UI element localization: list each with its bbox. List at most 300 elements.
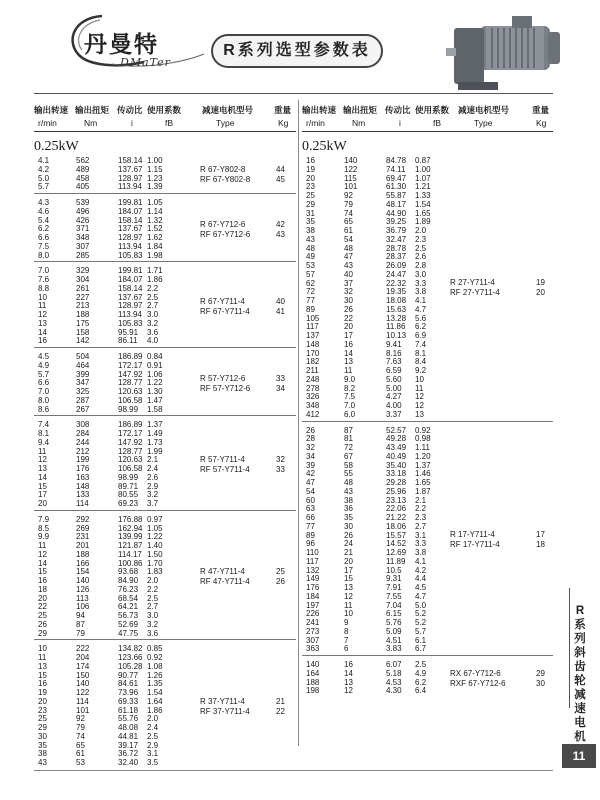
output-speed-cell: 7.4: [38, 420, 50, 430]
service-factor-cell: 5.2: [415, 609, 427, 619]
output-speed-cell: 29: [38, 628, 47, 638]
ratio-cell: 32.40: [118, 758, 139, 767]
ratio-cell: 105.28: [118, 661, 143, 671]
ratio-cell: 199.81: [118, 198, 143, 207]
service-factor-cell: 1.05: [147, 523, 163, 533]
service-factor-cell: 8.1: [415, 348, 427, 358]
motor-type-cell: RF 57-Y711-4: [200, 465, 250, 474]
output-speed-cell: 8.5: [38, 523, 50, 533]
service-factor-cell: 1.49: [147, 429, 163, 438]
header-torque: 输出扭矩: [343, 105, 378, 115]
group-separator: [302, 655, 553, 656]
output-speed-cell: 117: [306, 322, 319, 332]
service-factor-cell: 1.14: [147, 206, 163, 216]
output-speed-cell: 5.7: [38, 182, 50, 192]
header-factor-unit: fB: [433, 118, 442, 128]
service-factor-cell: 1.65: [415, 208, 431, 218]
service-factor-cell: 2.3: [415, 234, 427, 244]
output-speed-cell: 176: [306, 583, 320, 592]
output-torque-cell: 329: [76, 266, 90, 276]
output-speed-cell: 26: [306, 425, 315, 435]
output-torque-cell: 347: [76, 378, 90, 388]
output-torque-cell: 9.0: [344, 374, 356, 384]
output-speed-cell: 197: [306, 600, 320, 610]
ratio-cell: 22.06: [386, 504, 407, 514]
group-separator: [34, 639, 296, 640]
output-torque-cell: 405: [76, 182, 90, 192]
output-torque-cell: 61: [76, 749, 85, 759]
service-factor-cell: 1.32: [147, 215, 163, 225]
output-torque-cell: 6.0: [344, 409, 356, 419]
output-torque-cell: 231: [76, 532, 90, 542]
output-speed-cell: 20: [38, 499, 47, 508]
ratio-cell: 52.57: [386, 425, 407, 435]
service-factor-cell: 3.7: [147, 499, 159, 508]
output-torque-cell: 133: [76, 490, 90, 500]
output-speed-cell: 164: [306, 668, 320, 678]
ratio-cell: 100.86: [118, 558, 143, 568]
output-torque-cell: 464: [76, 360, 90, 370]
output-torque-cell: 562: [76, 156, 90, 165]
service-factor-cell: 1.58: [147, 404, 163, 414]
group-separator: [34, 415, 296, 416]
weight-cell: 41: [276, 306, 285, 316]
output-speed-cell: 19: [306, 164, 315, 174]
service-factor-cell: 1.83: [147, 567, 163, 577]
service-factor-cell: 1.30: [147, 387, 163, 396]
output-torque-cell: 16: [344, 660, 353, 669]
service-factor-cell: 1.39: [147, 182, 163, 192]
service-factor-cell: 2.5: [415, 243, 427, 253]
ratio-cell: 6.07: [386, 660, 402, 669]
service-factor-cell: 4.7: [415, 304, 427, 314]
service-factor-cell: 1.26: [147, 670, 163, 680]
ratio-cell: 33.18: [386, 469, 407, 479]
header-speed-unit: r/min: [38, 118, 57, 128]
weight-cell: 17: [536, 530, 545, 540]
output-torque-cell: 201: [76, 541, 90, 550]
output-speed-cell: 6.6: [38, 233, 50, 242]
service-factor-cell: 6.4: [415, 686, 427, 696]
output-speed-cell: 117: [306, 556, 319, 566]
header-ratio-unit: i: [131, 118, 133, 128]
ratio-cell: 74.11: [386, 164, 406, 174]
ratio-cell: 84.90: [118, 576, 139, 585]
service-factor-cell: 2.2: [147, 283, 159, 293]
output-speed-cell: 226: [306, 609, 320, 619]
output-torque-cell: 17: [344, 565, 353, 575]
output-speed-cell: 7.0: [38, 387, 50, 396]
service-factor-cell: 1.62: [147, 233, 163, 242]
weight-cell: 21: [276, 696, 285, 706]
service-factor-cell: 1.73: [147, 437, 163, 447]
service-factor-cell: 3.3: [415, 278, 427, 288]
output-torque-cell: 79: [344, 199, 353, 209]
service-factor-cell: 1.54: [415, 199, 431, 209]
service-factor-cell: 12: [415, 401, 424, 410]
weight-cell: 33: [276, 373, 285, 383]
ratio-cell: 64.21: [118, 602, 139, 612]
service-factor-cell: 0.92: [415, 425, 431, 435]
output-torque-cell: 426: [76, 215, 90, 225]
output-speed-cell: 17: [38, 490, 47, 500]
output-torque-cell: 489: [76, 164, 90, 174]
output-speed-cell: 32: [306, 443, 315, 452]
ratio-cell: 98.99: [118, 404, 139, 414]
output-torque-cell: 163: [76, 472, 90, 482]
service-factor-cell: 2.8: [415, 261, 427, 270]
output-speed-cell: 8.0: [38, 395, 50, 405]
ratio-cell: 15.57: [386, 530, 407, 540]
output-speed-cell: 8.8: [38, 283, 50, 293]
motor-type-cell: RX 67-Y712-6: [450, 668, 501, 678]
header-weight: 重量: [274, 105, 292, 115]
output-speed-cell: 412: [306, 409, 320, 419]
header-underline: [34, 131, 296, 132]
output-speed-cell: 6.6: [38, 378, 50, 388]
output-torque-cell: 58: [344, 460, 353, 470]
service-factor-cell: 1.84: [147, 241, 163, 251]
output-speed-cell: 11: [38, 301, 47, 311]
output-speed-cell: 12: [38, 310, 47, 319]
weight-cell: 33: [276, 465, 285, 474]
ratio-cell: 186.89: [118, 352, 143, 361]
motor-type-cell: R 67-Y711-4: [200, 296, 245, 306]
output-torque-cell: 36: [344, 504, 353, 514]
output-speed-cell: 13: [38, 661, 47, 671]
power-rating: 0.25kW: [34, 139, 79, 154]
ratio-cell: 90.77: [118, 670, 139, 680]
output-speed-cell: 18: [38, 584, 47, 594]
ratio-cell: 158.14: [118, 156, 143, 165]
service-factor-cell: 1.46: [415, 469, 431, 479]
output-speed-cell: 43: [306, 234, 315, 244]
group-separator: [34, 510, 296, 511]
ratio-cell: 35.40: [386, 460, 407, 470]
output-speed-cell: 62: [306, 278, 315, 288]
ratio-cell: 5.00: [386, 383, 402, 393]
output-torque-cell: 212: [76, 446, 90, 456]
output-torque-cell: 20: [344, 322, 353, 332]
service-factor-cell: 4.1: [415, 556, 427, 566]
output-speed-cell: 241: [306, 618, 320, 627]
header-speed: 输出转速: [34, 105, 69, 115]
ratio-cell: 5.76: [386, 618, 402, 627]
output-speed-cell: 23: [306, 182, 315, 192]
service-factor-cell: 6.2: [415, 677, 427, 687]
output-torque-cell: 174: [76, 661, 90, 671]
service-factor-cell: 5.0: [415, 600, 427, 610]
service-factor-cell: 2.9: [147, 481, 159, 491]
weight-cell: 25: [276, 567, 285, 576]
output-torque-cell: 48: [344, 478, 353, 487]
output-speed-cell: 77: [306, 296, 315, 305]
service-factor-cell: 2.3: [415, 513, 427, 522]
output-torque-cell: 87: [76, 619, 85, 629]
service-factor-cell: 1.89: [415, 217, 431, 227]
header-weight: 重量: [532, 105, 550, 115]
output-speed-cell: 4.5: [38, 352, 50, 361]
output-torque-cell: 30: [344, 296, 353, 305]
ratio-cell: 14.52: [386, 539, 407, 549]
ratio-cell: 80.55: [118, 490, 139, 500]
service-factor-cell: 1.37: [147, 420, 163, 430]
brand-name-en: DMaTer: [120, 56, 171, 69]
brand-name-cn: 丹曼特: [84, 32, 159, 58]
output-speed-cell: 54: [306, 486, 315, 496]
output-torque-cell: 399: [76, 369, 90, 379]
output-torque-cell: 24: [344, 539, 353, 549]
output-torque-cell: 213: [76, 301, 90, 311]
ratio-cell: 23.13: [386, 495, 407, 505]
output-torque-cell: 92: [76, 714, 85, 724]
ratio-cell: 55.76: [118, 714, 139, 724]
header-ratio: 传动比: [385, 105, 411, 115]
ratio-cell: 113.94: [118, 182, 142, 192]
ratio-cell: 89.71: [118, 481, 139, 491]
header-rule: [34, 93, 553, 94]
output-torque-cell: 74: [76, 731, 85, 741]
ratio-cell: 69.47: [386, 173, 407, 183]
side-rule: [569, 588, 570, 708]
ratio-cell: 15.63: [386, 304, 407, 314]
ratio-cell: 184.07: [118, 206, 143, 216]
service-factor-cell: 1.11: [415, 443, 430, 452]
motor-type-cell: R 37-Y711-4: [200, 696, 245, 706]
service-factor-cell: 5.6: [415, 313, 427, 323]
page-title: R系列选型参数表: [211, 34, 383, 68]
weight-cell: 40: [276, 296, 285, 306]
output-speed-cell: 5.0: [38, 173, 50, 183]
ratio-cell: 106.58: [118, 395, 143, 405]
output-speed-cell: 363: [306, 644, 320, 654]
service-factor-cell: 1.86: [147, 275, 163, 284]
service-factor-cell: 2.7: [415, 521, 427, 531]
output-torque-cell: 140: [76, 679, 90, 689]
output-speed-cell: 148: [306, 339, 320, 349]
ratio-cell: 3.37: [386, 409, 402, 419]
header-ratio-unit: i: [399, 118, 401, 128]
output-speed-cell: 47: [306, 478, 315, 487]
service-factor-cell: 6.1: [415, 635, 427, 645]
gear-motor-icon: [446, 8, 566, 96]
ratio-cell: 158.14: [118, 215, 143, 225]
weight-cell: 34: [276, 383, 285, 393]
service-factor-cell: 1.37: [415, 460, 431, 470]
output-speed-cell: 96: [306, 539, 315, 549]
output-torque-cell: 142: [76, 336, 90, 346]
output-torque-cell: 40: [344, 269, 353, 279]
ratio-cell: 128.97: [118, 233, 143, 242]
output-torque-cell: 14: [344, 668, 353, 678]
output-torque-cell: 114: [76, 499, 89, 508]
service-factor-cell: 1.22: [147, 532, 163, 542]
output-torque-cell: 13: [344, 677, 353, 687]
output-torque-cell: 188: [76, 310, 90, 319]
output-torque-cell: 176: [76, 464, 90, 473]
motor-type-cell: RF 67-Y712-6: [200, 229, 251, 239]
output-torque-cell: 16: [344, 339, 353, 349]
header-underline: [302, 131, 553, 132]
motor-type-cell: RF 67-Y711-4: [200, 306, 250, 316]
output-torque-cell: 348: [76, 233, 90, 242]
output-torque-cell: 166: [76, 558, 90, 568]
output-torque-cell: 72: [344, 443, 353, 452]
service-factor-cell: 2.6: [147, 472, 159, 482]
output-speed-cell: 13: [38, 318, 47, 328]
service-factor-cell: 7.4: [415, 339, 427, 349]
ratio-cell: 120.63: [118, 387, 143, 396]
service-factor-cell: 1.00: [415, 164, 431, 174]
service-factor-cell: 3.0: [147, 611, 159, 620]
ratio-cell: 128.97: [118, 301, 143, 311]
ratio-cell: 29.28: [386, 478, 407, 487]
service-factor-cell: 2.1: [415, 495, 427, 505]
motor-type-cell: RF 37-Y711-4: [200, 706, 250, 716]
output-speed-cell: 132: [306, 565, 320, 575]
output-speed-cell: 28: [306, 434, 315, 444]
output-torque-cell: 55: [344, 469, 353, 479]
output-torque-cell: 7.0: [344, 401, 356, 410]
output-torque-cell: 37: [344, 278, 353, 288]
ratio-cell: 5.18: [386, 668, 402, 678]
weight-cell: 26: [276, 577, 285, 586]
output-torque-cell: 304: [76, 275, 90, 284]
output-speed-cell: 11: [38, 446, 47, 456]
weight-cell: 29: [536, 668, 545, 678]
service-factor-cell: 2.7: [147, 602, 159, 612]
output-speed-cell: 13: [38, 464, 47, 473]
ratio-cell: 48.08: [118, 723, 139, 732]
output-torque-cell: 154: [76, 567, 90, 577]
ratio-cell: 24.47: [386, 269, 407, 279]
motor-type-cell: RF 27-Y711-4: [450, 288, 500, 298]
output-speed-cell: 53: [306, 261, 315, 270]
output-speed-cell: 19: [38, 688, 47, 697]
output-speed-cell: 35: [306, 217, 315, 227]
output-torque-cell: 61: [344, 226, 353, 235]
ratio-cell: 134.82: [118, 644, 143, 654]
output-torque-cell: 15: [344, 574, 353, 584]
output-torque-cell: 67: [344, 451, 353, 461]
output-speed-cell: 20: [38, 593, 47, 603]
service-factor-cell: 0.85: [147, 644, 163, 654]
page-number: 11: [562, 744, 596, 768]
output-torque-cell: 325: [76, 387, 90, 396]
ratio-cell: 7.55: [386, 591, 402, 601]
output-speed-cell: 63: [306, 504, 315, 514]
ratio-cell: 113.94: [118, 310, 142, 319]
output-speed-cell: 30: [38, 731, 47, 741]
service-factor-cell: 1.22: [147, 378, 163, 388]
ratio-cell: 26.09: [386, 261, 407, 270]
service-factor-cell: 1.33: [415, 191, 431, 200]
ratio-cell: 95.91: [118, 327, 139, 337]
weight-cell: 42: [276, 219, 285, 229]
ratio-cell: 9.31: [386, 574, 402, 584]
output-speed-cell: 273: [306, 626, 320, 636]
ratio-cell: 162.94: [118, 523, 143, 533]
output-torque-cell: 7.5: [344, 392, 356, 402]
output-torque-cell: 7: [344, 635, 349, 645]
output-speed-cell: 16: [38, 679, 47, 689]
output-torque-cell: 20: [344, 556, 353, 566]
ratio-cell: 186.89: [118, 420, 143, 430]
ratio-cell: 48.17: [386, 199, 407, 209]
output-torque-cell: 496: [76, 206, 90, 216]
output-torque-cell: 65: [76, 740, 85, 750]
ratio-cell: 19.35: [386, 287, 407, 297]
service-factor-cell: 1.65: [415, 478, 431, 487]
output-speed-cell: 7.0: [38, 266, 50, 276]
output-speed-cell: 4.6: [38, 206, 50, 216]
service-factor-cell: 3.5: [147, 758, 159, 767]
output-speed-cell: 34: [306, 451, 315, 461]
service-factor-cell: 0.98: [415, 434, 431, 444]
output-torque-cell: 10: [344, 609, 353, 619]
footer-rule: [34, 770, 553, 771]
ratio-cell: 52.69: [118, 619, 139, 629]
service-factor-cell: 1.98: [147, 250, 163, 260]
output-torque-cell: 79: [76, 628, 85, 638]
output-speed-cell: 29: [38, 723, 47, 732]
service-factor-cell: 6.2: [415, 322, 427, 332]
output-torque-cell: 204: [76, 653, 90, 662]
service-factor-cell: 0.97: [147, 514, 163, 524]
ratio-cell: 39.25: [386, 217, 407, 227]
output-torque-cell: 92: [344, 191, 353, 200]
output-torque-cell: 504: [76, 352, 90, 361]
output-torque-cell: 175: [76, 318, 90, 328]
motor-type-cell: RF 57-Y712-6: [200, 383, 251, 393]
output-torque-cell: 126: [76, 584, 90, 594]
motor-type-cell: R 47-Y711-4: [200, 567, 245, 576]
output-speed-cell: 39: [306, 460, 315, 470]
header-speed-unit: r/min: [306, 118, 325, 128]
ratio-cell: 84.78: [386, 156, 407, 165]
header-torque-unit: Nm: [352, 118, 366, 128]
output-torque-cell: 48: [344, 243, 353, 253]
output-torque-cell: 101: [76, 705, 90, 715]
output-torque-cell: 308: [76, 420, 90, 430]
output-torque-cell: 21: [344, 548, 353, 557]
ratio-cell: 137.67: [118, 164, 143, 174]
ratio-cell: 69.23: [118, 499, 139, 508]
ratio-cell: 21.22: [386, 513, 407, 522]
output-torque-cell: 106: [76, 602, 90, 612]
output-torque-cell: 539: [76, 198, 90, 207]
service-factor-cell: 1.52: [147, 224, 163, 234]
output-speed-cell: 38: [38, 749, 47, 759]
series-side-label: R系列斜齿轮减速电机: [574, 605, 586, 743]
ratio-cell: 28.78: [386, 243, 407, 253]
service-factor-cell: 2.5: [415, 660, 427, 669]
output-torque-cell: 87: [344, 425, 353, 435]
output-torque-cell: 9: [344, 618, 349, 627]
header-type-unit: Type: [216, 118, 235, 128]
service-factor-cell: 4.1: [415, 296, 427, 305]
output-speed-cell: 89: [306, 304, 315, 314]
output-torque-cell: 287: [76, 395, 90, 405]
service-factor-cell: 3.8: [415, 548, 427, 557]
ratio-cell: 137.67: [118, 292, 143, 302]
output-speed-cell: 4.3: [38, 198, 50, 207]
ratio-cell: 106.58: [118, 464, 143, 473]
output-speed-cell: 8.6: [38, 404, 50, 414]
service-factor-cell: 3.1: [415, 530, 427, 540]
ratio-cell: 172.17: [118, 429, 143, 438]
service-factor-cell: 1.99: [147, 446, 163, 456]
